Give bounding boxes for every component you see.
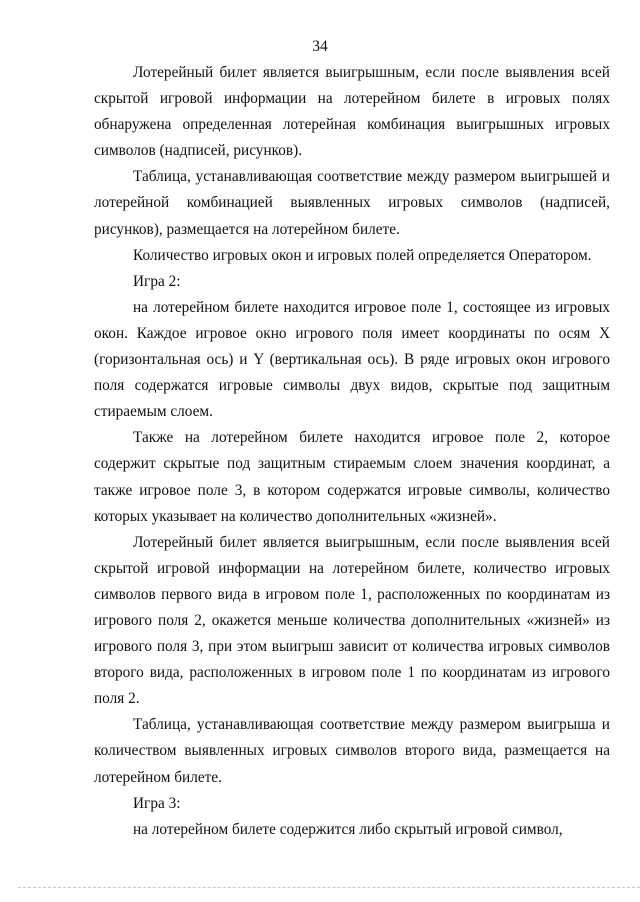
paragraph-game-2-fields-2-3: Также на лотерейном билете находится игровое поле 2, которое содержит скрытые под защитным стираемым слоем значения координат, а также игровое поле 3, в котором содержатся игровые символы, количество которых указывает на количество дополнительных «жизней». bbox=[94, 429, 610, 525]
paragraph-winning-ticket-condition: Лотерейный билет является выигрышным, если после выявления всей скрытой игровой информации на лотерейном билете в игровых полях обнаружена определенная лотерейная комбинация выигрышных игровых символов (надписей, рисунков). bbox=[94, 64, 610, 160]
paragraph-game-2-prize-table: Таблица, устанавливающая соответствие между размером выигрыша и количеством выявленных игровых символов второго вида, размещается на лотерейном билете. bbox=[94, 716, 610, 786]
heading-game-3: Игра 3: bbox=[133, 794, 181, 812]
paragraph-game-2-winning-condition: Лотерейный билет является выигрышным, если после выявления всей скрытой игровой информации на лотерейном билете, количество игровых символов первого вида в игровом поле 1, расположенных по координатам из игрового поля 2, окажется меньше количества дополнительных «жизней» из игрового поля 3, при этом выигрыш зависит от количества игровых символов второго вида, расположенных в игровом поле 1 по координатам из игрового поля 2. bbox=[94, 533, 610, 708]
paragraph-prize-table: Таблица, устанавливающая соответствие между размером выигрышей и лотерейной комбинацией выявленных игровых символов (надписей, рисунков), размещается на лотерейном билете. bbox=[94, 168, 610, 238]
paragraph-game-2-field-1: на лотерейном билете находится игровое поле 1, состоящее из игровых окон. Каждое игровое окно игрового поля имеет координаты по осям X (горизонтальная ось) и Y (вертикальная ось). В ряде игровых окон игрового поля содержатся игровые символы двух видов, скрытые под защитным стираемым слоем. bbox=[94, 298, 610, 421]
body-text bbox=[94, 60, 610, 843]
paragraph-game-3-start: на лотерейном билете содержится либо скрытый игровой символ, bbox=[133, 820, 563, 838]
page-number: 34 bbox=[312, 38, 328, 55]
paragraph-windows-count: Количество игровых окон и игровых полей определяется Оператором. bbox=[133, 246, 592, 264]
heading-game-2: Игра 2: bbox=[133, 272, 181, 290]
page-edge-line bbox=[18, 887, 640, 888]
